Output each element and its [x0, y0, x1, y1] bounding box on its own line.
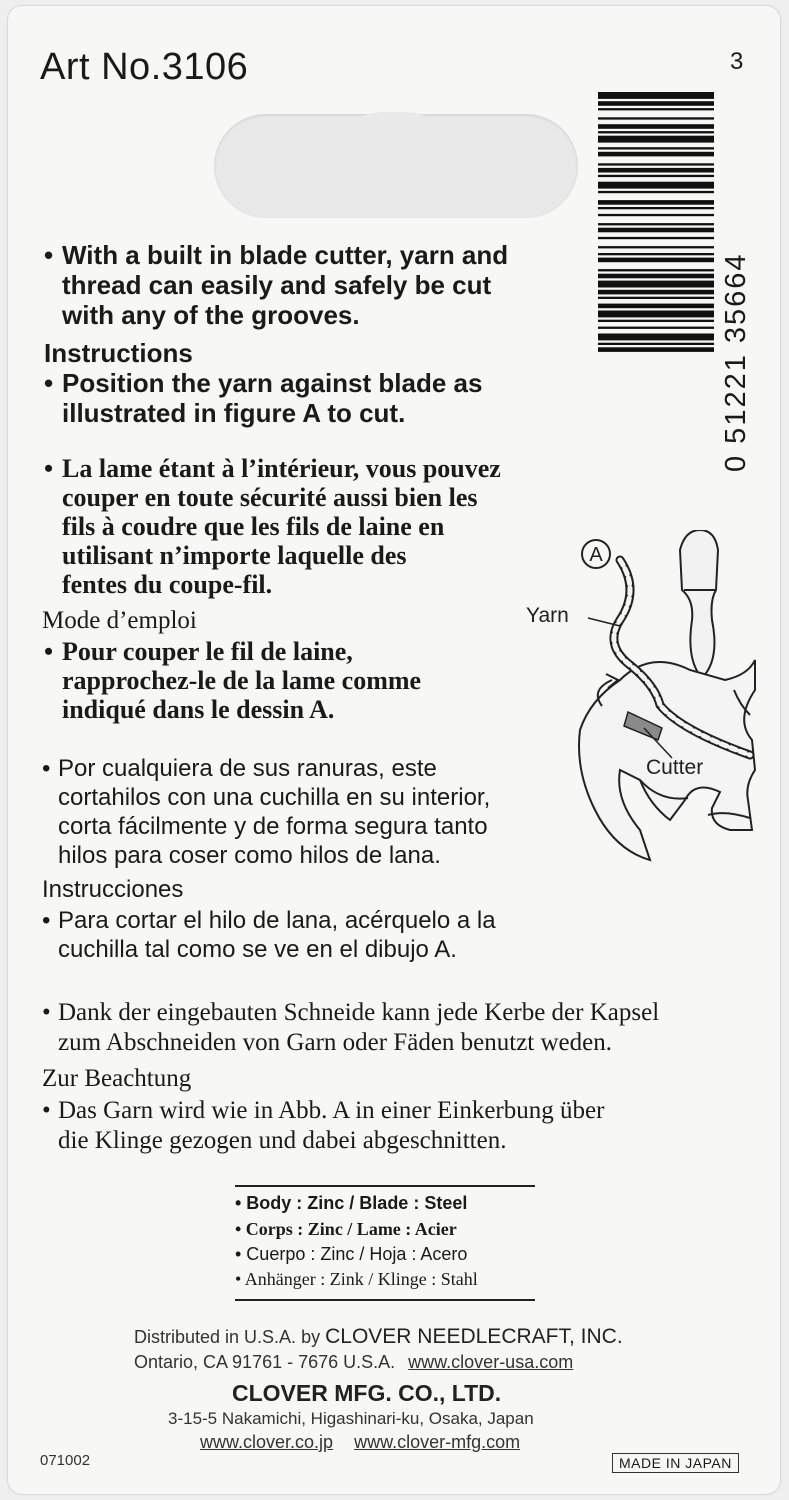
bullet-icon: • — [44, 368, 54, 398]
barcode-bar — [598, 304, 714, 309]
barcode-bar — [598, 253, 714, 255]
barcode-top-digit: 3 — [730, 48, 744, 75]
spanish-heading: Instrucciones — [42, 876, 184, 903]
barcode-bar — [598, 327, 714, 329]
barcode-bar — [598, 117, 714, 119]
barcode-bar — [598, 343, 714, 345]
barcode-bar — [598, 200, 714, 205]
figure-a-illustration — [520, 530, 770, 890]
barcode-bar — [598, 258, 714, 263]
us-address-line: Ontario, CA 91761 - 7676 U.S.A. www.clover-usa.com — [134, 1352, 574, 1372]
barcode-bar — [598, 223, 714, 225]
cutter-label: Cutter — [646, 756, 704, 779]
barcode-bar — [598, 108, 714, 110]
bullet-icon: • — [42, 755, 51, 782]
barcode-bar — [598, 269, 714, 271]
bullet-icon: • — [42, 1097, 51, 1124]
barcode-bar — [598, 131, 714, 133]
jp-url-line — [200, 1432, 520, 1453]
english-heading: Instructions — [44, 338, 193, 368]
english-intro: • With a built in blade cutter, yarn and thread can easily and safely be cut with any of the grooves. — [44, 240, 509, 330]
barcode-bar — [598, 228, 714, 233]
german-heading: Zur Beachtung — [42, 1065, 192, 1092]
bullet-icon: • — [42, 999, 51, 1026]
materials-box — [235, 1185, 535, 1301]
materials-en: • Body : Zinc / Blade : Steel — [235, 1193, 468, 1213]
materials-fr: • Corps : Zinc / Lame : Acier — [235, 1219, 457, 1239]
barcode-bar — [598, 347, 714, 352]
barcode-bar — [598, 152, 714, 157]
made-in-badge: MADE IN JAPAN — [612, 1453, 739, 1473]
article-number: Art No.3106 — [40, 46, 249, 88]
jp-address: 3-15-5 Nakamichi, Higashinari-ku, Osaka, Japan — [168, 1409, 534, 1428]
distributor-name: CLOVER NEEDLECRAFT, INC. — [325, 1325, 623, 1348]
bullet-icon: • — [44, 240, 54, 270]
french-heading: Mode d’emploi — [42, 607, 197, 634]
barcode-bar — [598, 246, 714, 248]
barcode-bar — [598, 237, 714, 239]
barcode-bar — [598, 101, 714, 106]
company-name: CLOVER MFG. CO., LTD. — [232, 1380, 502, 1406]
french-instruction: • Pour couper le fil de laine, rapprochez-le de la lame comme indiqué dans le dessin A. — [44, 637, 422, 724]
materials-de: • Anhänger : Zink / Klinge : Stahl — [235, 1269, 478, 1289]
french-intro: • La lame étant à l’intérieur, vous pouvez couper en toute sécurité aussi bien les fils à coudre que les fils de laine en utilisant n’importe laquelle des fentes du coupe-fil. — [44, 454, 501, 599]
barcode-bar — [598, 281, 714, 288]
barcode-bar — [598, 311, 714, 318]
hang-hole — [214, 114, 578, 218]
barcode-bar — [598, 334, 714, 341]
jp-url-link-1[interactable]: www.clover.co.jp — [200, 1432, 334, 1452]
spanish-instruction: • Para cortar el hilo de lana, acérquelo a la cuchilla tal como se ve en el dibujo A. — [42, 907, 496, 963]
bullet-icon: • — [42, 907, 51, 934]
bullet-icon: • — [44, 454, 54, 483]
barcode-bar — [598, 207, 714, 209]
barcode-bar — [598, 290, 714, 295]
barcode-bar — [598, 274, 714, 279]
german-intro: • Dank der eingebauten Schneide kann jede Kerbe der Kapsel zum Abschneiden von Garn oder Fäden benutzt weden. — [42, 999, 660, 1056]
barcode-bar — [598, 182, 714, 189]
barcode-bar — [598, 163, 714, 165]
print-code: 071002 — [40, 1452, 91, 1469]
barcode-bar — [598, 191, 714, 193]
cutter-knob — [680, 530, 718, 678]
barcode-bar — [598, 175, 714, 177]
us-url-link[interactable]: www.clover-usa.com — [408, 1352, 574, 1372]
jp-url-link-2[interactable]: www.clover-mfg.com — [354, 1432, 521, 1452]
barcode-bar — [598, 214, 714, 216]
bullet-icon: • — [44, 637, 54, 666]
barcode-bar — [598, 320, 714, 322]
yarn-label: Yarn — [526, 604, 569, 627]
barcode-bar — [598, 136, 714, 143]
distributor-line: Distributed in U.S.A. by CLOVER NEEDLECRAFT, INC. — [134, 1325, 623, 1348]
barcode-bar — [598, 168, 714, 173]
german-instruction: • Das Garn wird wie in Abb. A in einer Einkerbung über die Klinge gezogen und dabei abgeschnitten. — [42, 1097, 605, 1154]
english-instruction: • Position the yarn against blade as illustrated in figure A to cut. — [44, 368, 483, 428]
barcode-bar — [598, 92, 714, 99]
figure-label: A — [589, 544, 603, 566]
barcode-digits: 0 51221 35664 — [720, 252, 752, 472]
barcode-bar — [598, 297, 714, 299]
barcode-bar — [598, 124, 714, 129]
barcode-bar — [598, 147, 714, 149]
materials-es: • Cuerpo : Zinc / Hoja : Acero — [235, 1244, 468, 1264]
spanish-intro: • Por cualquiera de sus ranuras, este cortahilos con una cuchilla en su interior, corta fácilmente y de forma segura tanto hilos para coser como hilos de lana. — [42, 755, 491, 869]
